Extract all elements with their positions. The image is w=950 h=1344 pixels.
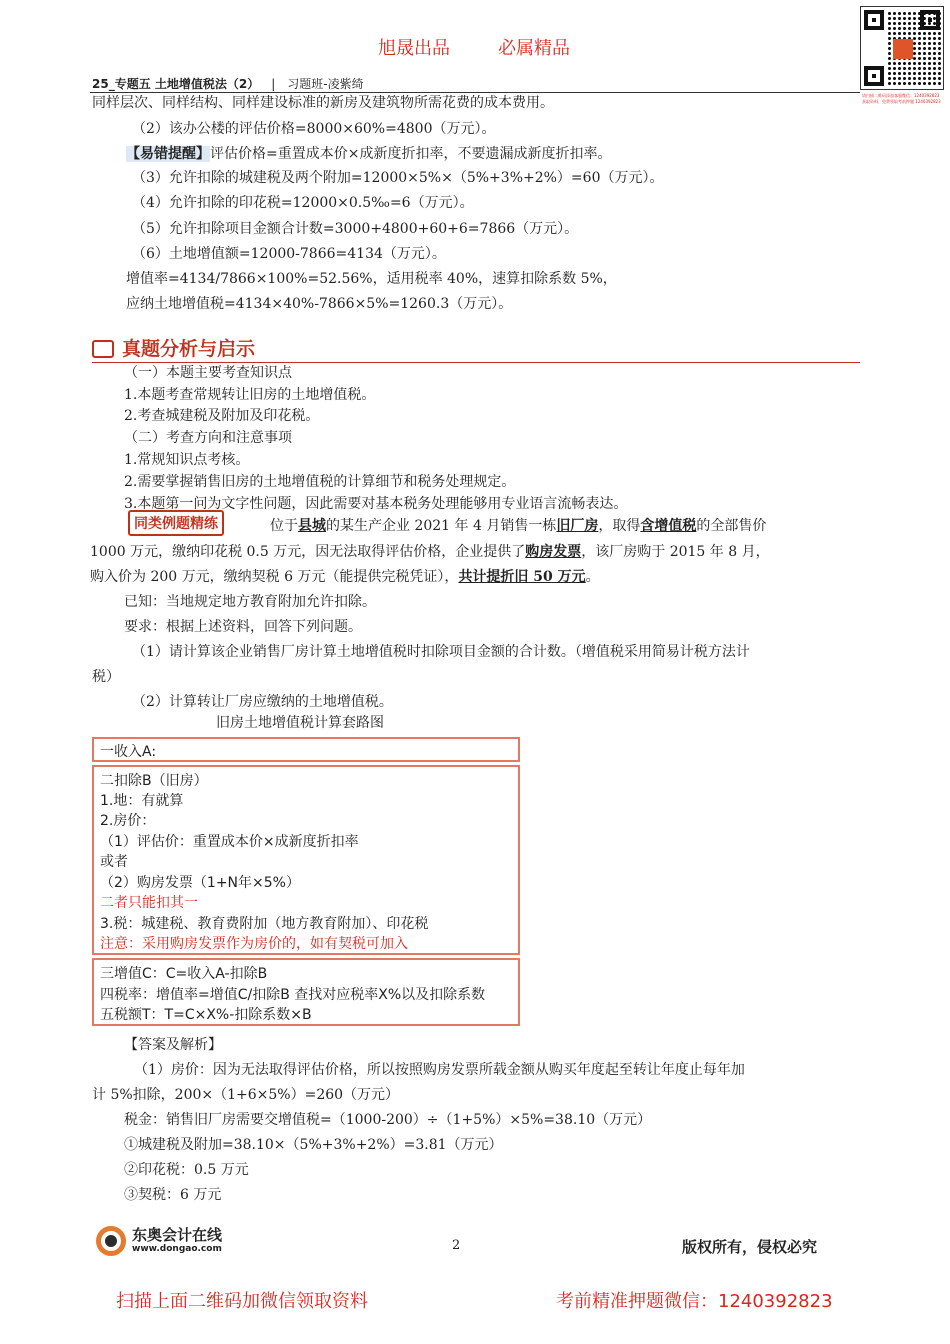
analysis-icon: [92, 340, 114, 358]
tip-label: 【易错提醒】: [126, 146, 210, 162]
logo-name: 东奥会计在线: [132, 1226, 223, 1244]
box-line: 四税率：增值率=增值C/扣除B 查找对应税率X%以及扣除系数: [100, 987, 486, 1003]
analysis-line: 2.考查城建税及附加及印花税。: [124, 408, 320, 424]
text-line: （5）允许扣除项目金额合计数=3000+4800+60+6=7866（万元）。: [132, 221, 579, 237]
text-line: （2）该办公楼的评估价格=8000×60%=4800（万元）。: [132, 121, 496, 137]
analysis-line: （二）考查方向和注意事项: [124, 430, 292, 446]
logo-url: www.dongao.com: [132, 1244, 222, 1254]
diagram-title: 旧房土地增值税计算套路图: [216, 715, 384, 731]
doc-header: [92, 75, 364, 92]
question-2: （2）计算转让厂房应缴纳的土地增值税。: [132, 694, 393, 710]
box-line: 三增值C：C=收入A-扣除B: [100, 966, 268, 982]
tip-text: 评估价格=重置成本价×成新度折扣率，不要遗漏成新度折扣率。: [210, 146, 612, 162]
box-line: 1.地：有就算: [100, 793, 184, 809]
text-line: 增值率=4134/7866×100%=52.56%，适用税率 40%，速算扣除系数 5%，: [126, 271, 617, 287]
diagram-box-deduction: [92, 765, 520, 955]
example-tag: 同类例题精练: [128, 510, 224, 536]
qr-finder-icon: [864, 66, 884, 86]
dongao-logo-icon: [96, 1226, 126, 1256]
box-line: （1）评估价：重置成本价×成新度折扣率: [100, 834, 359, 850]
header-title: 25_专题五 土地增值税法（2）: [92, 77, 260, 91]
example-line-2: 1000 万元，缴纳印花税 0.5 万元，因无法取得评估价格，企业提供了购房发票，该厂房购于 2015 年 8 月，: [90, 544, 770, 560]
box-line: （2）购房发票（1+N年×5%）: [100, 875, 300, 891]
analysis-line: 1.常规知识点考核。: [124, 452, 250, 468]
qr-note-line: 请扫描二维码添加客服微信：1240392823: [862, 93, 940, 98]
qr-code: [860, 6, 944, 90]
box-warning: 二者只能扣其一: [100, 895, 198, 911]
analysis-line: （一）本题主要考查知识点: [124, 365, 292, 381]
box-line: 或者: [100, 854, 128, 870]
example-requirement: 要求：根据上述资料，回答下列问题。: [124, 619, 362, 635]
example-line-1: 位于县城的某生产企业 2021 年 4 月销售一栋旧厂房，取得含增值税的全部售价: [270, 518, 767, 534]
box-line: 一收入A:: [100, 744, 157, 760]
box-note: 注意：采用购房发票作为房价的，如有契税可加入: [100, 936, 408, 952]
section-title-text: 真题分析与启示: [122, 338, 256, 360]
answer-line: 税金：销售旧厂房需要交增值税=（1000-200）÷（1+5%）×5%=38.10（万元）: [124, 1112, 652, 1128]
section-title: [92, 334, 255, 361]
qr-note-line: 获取资料、免费领取考前押题 1240392823: [862, 99, 941, 104]
diagram-box-income: [92, 737, 520, 762]
analysis-line: 3.本题第一问为文字性问题，因此需要对基本税务处理能够用专业语言流畅表达。: [124, 496, 628, 512]
qr-logo-icon: [893, 39, 913, 59]
text-line: （3）允许扣除的城建税及两个附加=12000×5%×（5%+3%+2%）=60（万元）。: [132, 170, 664, 186]
analysis-line: 1.本题考查常规转让旧房的土地增值税。: [124, 387, 376, 403]
question-1: （1）请计算该企业销售厂房计算土地增值税时扣除项目金额的合计数。（增值税采用简易计税方法计: [132, 644, 750, 660]
box-line: 五税额T：T=C×X%-扣除系数×B: [100, 1007, 312, 1023]
answer-line: ①城建税及附加=38.10×（5%+3%+2%）=3.81（万元）: [124, 1137, 503, 1153]
header-class: 习题班-凌紫绮: [287, 77, 364, 91]
text-line: （4）允许扣除的印花税=12000×0.5‰=6（万元）。: [132, 195, 474, 211]
text-line: 应纳土地增值税=4134×40%-7866×5%=1260.3（万元）。: [126, 296, 513, 312]
answer-heading: 【答案及解析】: [124, 1037, 222, 1053]
promo-right: 考前精准押题微信：1240392823: [556, 1291, 833, 1312]
answer-line: ②印花税：0.5 万元: [124, 1162, 249, 1178]
text-line: （6）土地增值额=12000-7866=4134（万元）。: [132, 246, 446, 262]
diagram-box-tax: [92, 958, 520, 1026]
copyright: 版权所有，侵权必究: [682, 1238, 818, 1256]
example-known: 已知：当地规定地方教育附加允许扣除。: [124, 594, 376, 610]
answer-line: ③契税：6 万元: [124, 1187, 222, 1203]
banner-right: 必属精品: [498, 38, 570, 59]
box-line: 3.税：城建税、教育费附加（地方教育附加）、印花税: [100, 916, 429, 932]
qr-finder-icon: [864, 10, 884, 30]
answer-line: 计 5%扣除，200×（1+6×5%）=260（万元）: [92, 1087, 400, 1103]
answer-line: （1）房价：因为无法取得评估价格，所以按照购房发票所载金额从购买年度起至转让年度止每年加: [134, 1062, 745, 1078]
banner-left: 旭晟出品: [378, 38, 450, 59]
page-number: 2: [452, 1238, 461, 1253]
text-line: 同样层次、同样结构、同样建设标准的新房及建筑物所需花费的成本费用。: [92, 95, 554, 111]
question-1-cont: 税）: [92, 669, 120, 685]
promo-left: 扫描上面二维码加微信领取资料: [116, 1291, 368, 1312]
tip-line: [126, 143, 611, 163]
header-separator: |: [271, 77, 276, 91]
example-line-3: 购入价为 200 万元，缴纳契税 6 万元（能提供完税凭证），共计提折旧 50 万元。: [90, 569, 600, 585]
box-line: 二扣除B（旧房）: [100, 773, 208, 789]
analysis-line: 2.需要掌握销售旧房的土地增值税的计算细节和税务处理规定。: [124, 474, 516, 490]
box-line: 2.房价：: [100, 813, 156, 829]
